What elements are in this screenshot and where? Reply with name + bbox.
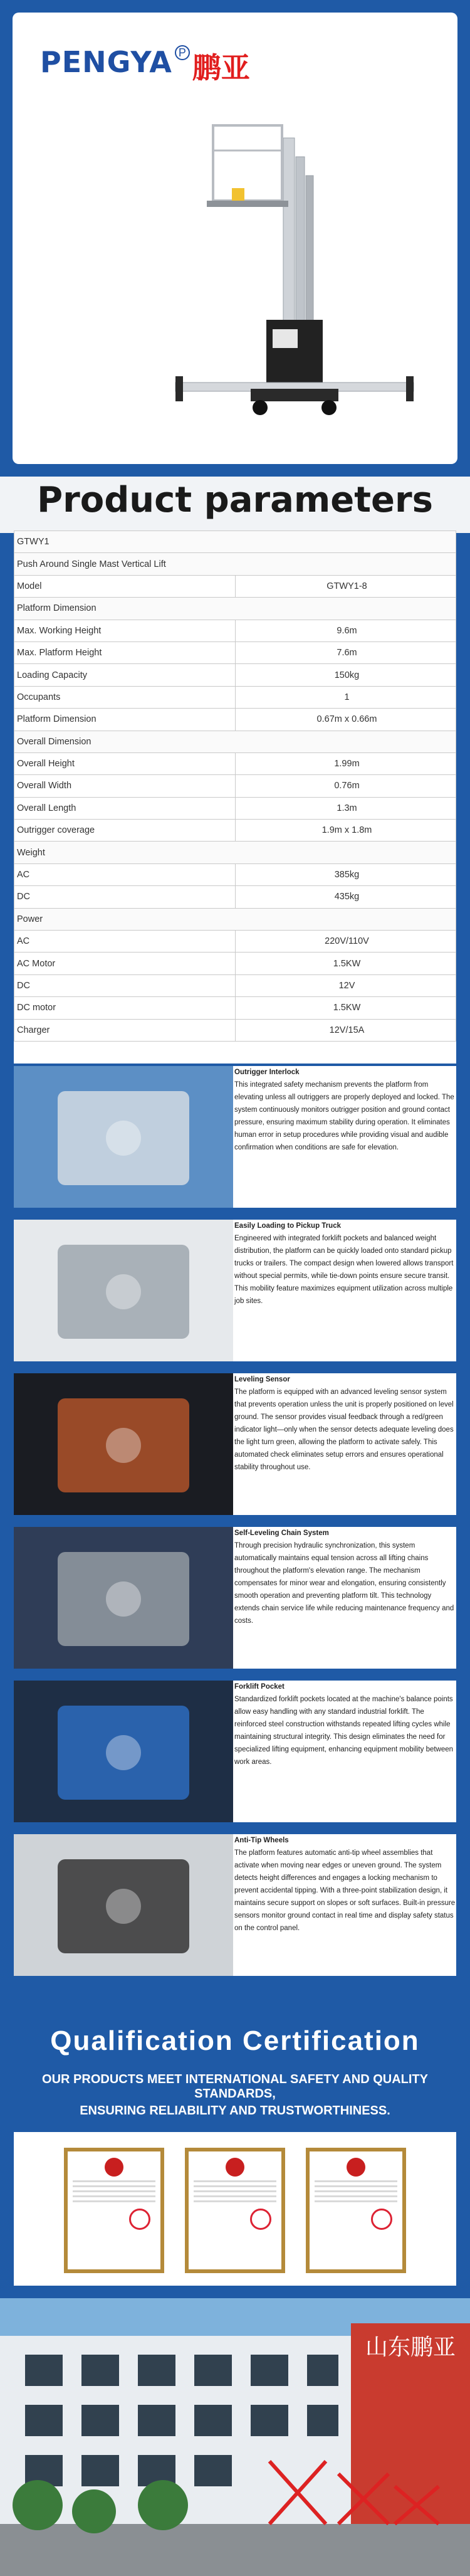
parameters-table-container [14,531,456,1064]
param-label: Overall Width [14,775,236,797]
feature-title: Self-Leveling Chain System [234,1529,329,1537]
feature-text [234,1373,456,1474]
feature-body: The platform features automatic anti-tip wheel assemblies that activate when moving near edges or uneven ground. The system detects height differences and engages a locking mechanism to prevent accidental tipping. With a three-point stabilization design, it maintains secure support on slopes or soft surfaces. Built-in pressure sensors monitor ground contact in real time and display safety status on the control panel. [234,1849,456,1932]
table-row [14,953,456,974]
brand-name: PENGYA [40,45,172,79]
param-value: 435kg [236,886,456,908]
table-section-label: GTWY1 [14,531,456,553]
table-row [14,752,456,774]
table-row [14,686,456,708]
table-row [14,863,456,885]
param-label: Loading Capacity [14,664,236,686]
param-value: 150kg [236,664,456,686]
param-label: DC motor [14,997,236,1019]
qualification-title: Qualification Certification [50,2025,420,2056]
param-value: 1.99m [236,752,456,774]
table-section-row [14,531,456,553]
param-label: DC [14,974,236,996]
table-section-label: Push Around Single Mast Vertical Lift [14,553,456,575]
param-value: 12V/15A [236,1019,456,1041]
table-row [14,820,456,842]
param-value: 1 [236,686,456,708]
param-label: Model [14,575,236,597]
feature-text [234,1220,456,1307]
table-section-row [14,598,456,620]
table-section-row [14,908,456,930]
feature-photo [14,1834,233,1976]
feature-photo [14,1220,233,1361]
table-row [14,797,456,819]
certificate-3 [306,2148,406,2273]
feature-block [14,1066,456,1208]
factory-sign: 山东鹏亚 [365,2335,456,2360]
param-value: 0.67m x 0.66m [236,709,456,731]
param-value: 1.5KW [236,997,456,1019]
table-row [14,974,456,996]
param-value: 7.6m [236,641,456,663]
feature-body: This integrated safety mechanism prevents the platform from elevating unless all outriggers are properly deployed and locked. The system continuously monitors outrigger position and ground contact pressure, ensuring maximum stability during operation. It eliminates human error in setup procedures while providing visual and audible confirmation when conditions are safe for elevation. [234,1081,454,1151]
feature-photo [14,1066,233,1208]
feature-block [14,1834,456,1976]
feature-photo [14,1527,233,1669]
table-row [14,931,456,953]
param-value: 1.9m x 1.8m [236,820,456,842]
feature-photo [14,1373,233,1515]
feature-block [14,1220,456,1361]
param-label: Outrigger coverage [14,820,236,842]
feature-photo [14,1681,233,1822]
table-section-row [14,731,456,752]
param-label: Overall Height [14,752,236,774]
table-row [14,1019,456,1041]
table-section-row [14,842,456,863]
table-section-label: Power [14,908,456,930]
certificate-seal-icon [347,2158,365,2177]
table-row [14,775,456,797]
hero-banner [0,0,470,477]
registered-mark: P [175,45,190,60]
param-value: 1.5KW [236,953,456,974]
factory-photo [0,2298,470,2576]
param-label: Max. Working Height [14,620,236,641]
table-section-row [14,553,456,575]
param-label: DC [14,886,236,908]
certificate-stamp-icon [250,2209,271,2230]
certificate-2 [185,2148,285,2273]
feature-block [14,1373,456,1515]
qualification-subtitle-line1: OUR PRODUCTS MEET INTERNATIONAL SAFETY AND QUALITY STANDARDS, [42,2072,428,2101]
feature-title: Anti-Tip Wheels [234,1837,289,1844]
table-row [14,575,456,597]
param-label: AC Motor [14,953,236,974]
param-label: Overall Length [14,797,236,819]
feature-title: Leveling Sensor [234,1376,290,1383]
feature-body: Standardized forklift pockets located at the machine's balance points allow easy handling with any standard industrial forklift. The reinforced steel construction withstands repeated lifting cycles while maintaining structural integrity. This design eliminates the need for specialized lifting equipment, enhancing equipment mobility between work areas. [234,1696,454,1766]
table-row [14,997,456,1019]
feature-body: Engineered with integrated forklift pockets and balanced weight distribution, the platform can be quickly loaded onto standard pickup trucks or trailers. The compact design when lowered allows transport without special permits, while tie-down points ensure secure transit. This mobility feature maximizes equipment utilization across multiple job sites. [234,1235,454,1305]
feature-body: Through precision hydraulic synchronization, this system automatically maintains equal tension across all lifting chains throughout the platform's elevation range. The mechanism compensates for minor wear and elongation, ensuring consistently smooth operation and preventing platform tilt. This technology extends chain service life while reducing maintenance frequency and costs. [234,1542,454,1625]
certificates-panel [14,2132,456,2286]
product-parameters-title: Product parameters [37,480,433,520]
param-label: Occupants [14,686,236,708]
param-value: 0.76m [236,775,456,797]
feature-block [14,1681,456,1822]
param-value: 12V [236,974,456,996]
brand-logo [40,45,250,87]
qualification-subtitle-line2: ENSURING RELIABILITY AND TRUSTWORTHINESS. [80,2104,390,2118]
table-section-label: Platform Dimension [14,598,456,620]
feature-body: The platform is equipped with an advanced leveling sensor system that prevents operation unless the unit is properly positioned on level ground. The sensor provides visual feedback through a red/green indicator light—only when the sensor detects adequate leveling does the light turn green, allowing the platform to activate safely. This automated check eliminates setup errors and ensures operational stability throughout use. [234,1388,454,1471]
certificate-seal-icon [105,2158,123,2177]
feature-text [234,1834,456,1935]
param-value: 9.6m [236,620,456,641]
param-label: Charger [14,1019,236,1041]
feature-block [14,1527,456,1669]
brand-name-cn: 鹏亚 [192,51,250,85]
single-mast-lift-image [138,113,420,439]
feature-text [234,1681,456,1768]
feature-text [234,1527,456,1627]
table-row [14,886,456,908]
param-label: Max. Platform Height [14,641,236,663]
certificate-1 [64,2148,164,2273]
parameters-table [14,531,456,1042]
table-row [14,620,456,641]
feature-text [234,1066,456,1154]
param-label: Platform Dimension [14,709,236,731]
feature-title: Outrigger Interlock [234,1069,300,1076]
param-value: 385kg [236,863,456,885]
certificate-stamp-icon [129,2209,150,2230]
param-label: AC [14,863,236,885]
table-row [14,664,456,686]
param-value: GTWY1-8 [236,575,456,597]
table-row [14,641,456,663]
feature-title: Forklift Pocket [234,1683,285,1691]
param-value: 220V/110V [236,931,456,953]
table-section-label: Weight [14,842,456,863]
certificate-stamp-icon [371,2209,392,2230]
param-value: 1.3m [236,797,456,819]
feature-title: Easily Loading to Pickup Truck [234,1222,341,1230]
table-section-label: Overall Dimension [14,731,456,752]
table-row [14,709,456,731]
param-label: AC [14,931,236,953]
hero-card [13,13,457,464]
certificate-seal-icon [226,2158,244,2177]
